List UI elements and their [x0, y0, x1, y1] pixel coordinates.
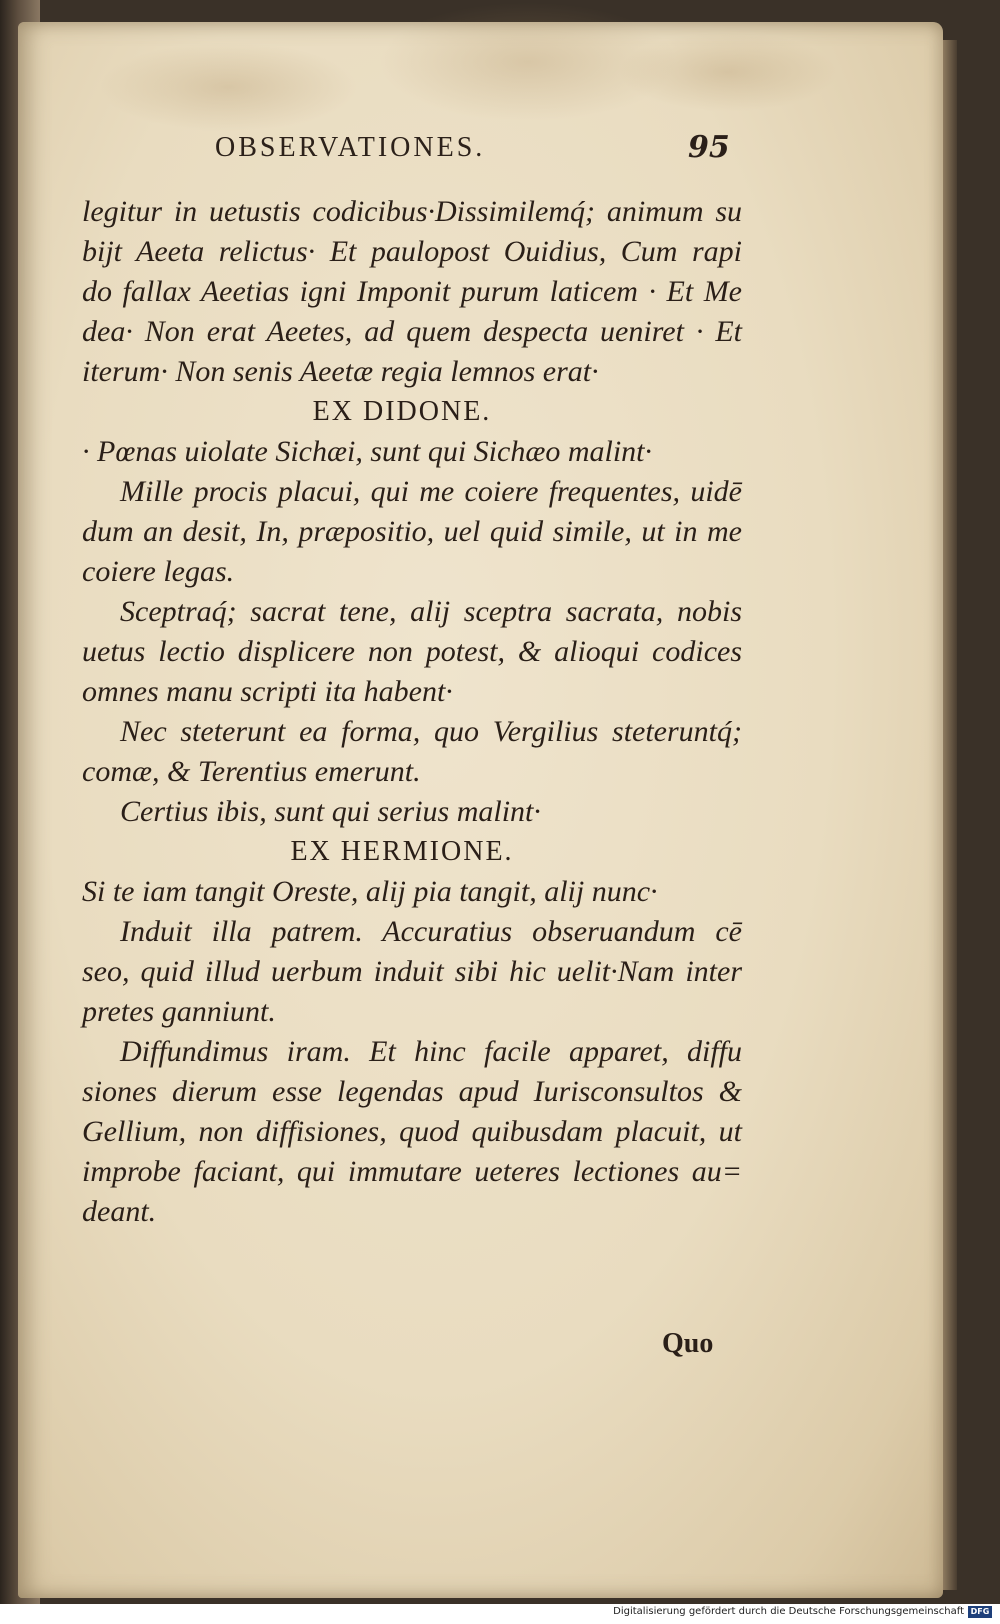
section-heading: EX HERMIONE. — [290, 836, 514, 867]
text-line: bijt Aeeta relictus· Et paulopost Ouidius, Cum rapi — [82, 235, 742, 268]
text-line: pretes ganniunt. — [82, 995, 276, 1028]
section-heading: EX DIDONE. — [312, 396, 492, 427]
page-number: 95 — [688, 130, 730, 165]
text-line: Mille procis placui, qui me coiere frequentes, uidē — [120, 475, 742, 508]
text-line: improbe faciant, qui immutare ueteres lectiones au= — [82, 1155, 742, 1188]
text-line: Certius ibis, sunt qui serius malint· — [120, 795, 541, 828]
water-stain — [98, 42, 358, 132]
text-line: legitur in uetustis codicibus·Dissimilemq́; animum su — [82, 195, 742, 228]
text-line: comæ, & Terentius emerunt. — [82, 755, 421, 788]
body-text — [82, 192, 742, 1232]
digitization-credit: Digitalisierung gefördert durch die Deutsche Forschungsgemeinschaft — [613, 1606, 964, 1617]
dfg-logo: DFG — [968, 1606, 992, 1618]
text-line: seo, quid illud uerbum induit sibi hic uelit·Nam inter — [82, 955, 742, 988]
page-header — [0, 132, 1000, 172]
text-line: coiere legas. — [82, 555, 235, 588]
page-stack-edge — [943, 40, 957, 1590]
text-line: · Pœnas uiolate Sichæi, sunt qui Sichæo malint· — [82, 435, 652, 468]
text-line: dum an desit, In, præpositio, uel quid simile, ut in me — [82, 515, 742, 548]
running-title: OBSERVATIONES. — [215, 132, 486, 163]
text-line: omnes manu scripti ita habent· — [82, 675, 453, 708]
text-line: uetus lectio displicere non potest, & alioqui codices — [82, 635, 742, 668]
text-line: deant. — [82, 1195, 157, 1228]
text-line: dea· Non erat Aeetes, ad quem despecta ueniret · Et — [82, 315, 742, 348]
catchword: Quo — [662, 1328, 714, 1359]
text-line: Sceptraq́; sacrat tene, alij sceptra sacrata, nobis — [120, 595, 742, 628]
text-line: Induit illa patrem. Accuratius obseruandum cē — [120, 915, 742, 948]
text-line: Diffundimus iram. Et hinc facile apparet, diffu — [120, 1035, 742, 1068]
text-line: siones dierum esse legendas apud Iurisconsultos & — [82, 1075, 742, 1108]
text-line: Si te iam tangit Oreste, alij pia tangit, alij nunc· — [82, 875, 658, 908]
text-line: Nec steterunt ea forma, quo Vergilius steteruntq́; — [120, 715, 742, 748]
water-stain — [618, 32, 838, 112]
text-line: do fallax Aeetias igni Imponit purum laticem · Et Me — [82, 275, 742, 308]
text-line: iterum· Non senis Aeetæ regia lemnos erat· — [82, 355, 599, 388]
text-line: Gellium, non diffisiones, quod quibusdam placuit, ut — [82, 1115, 742, 1148]
